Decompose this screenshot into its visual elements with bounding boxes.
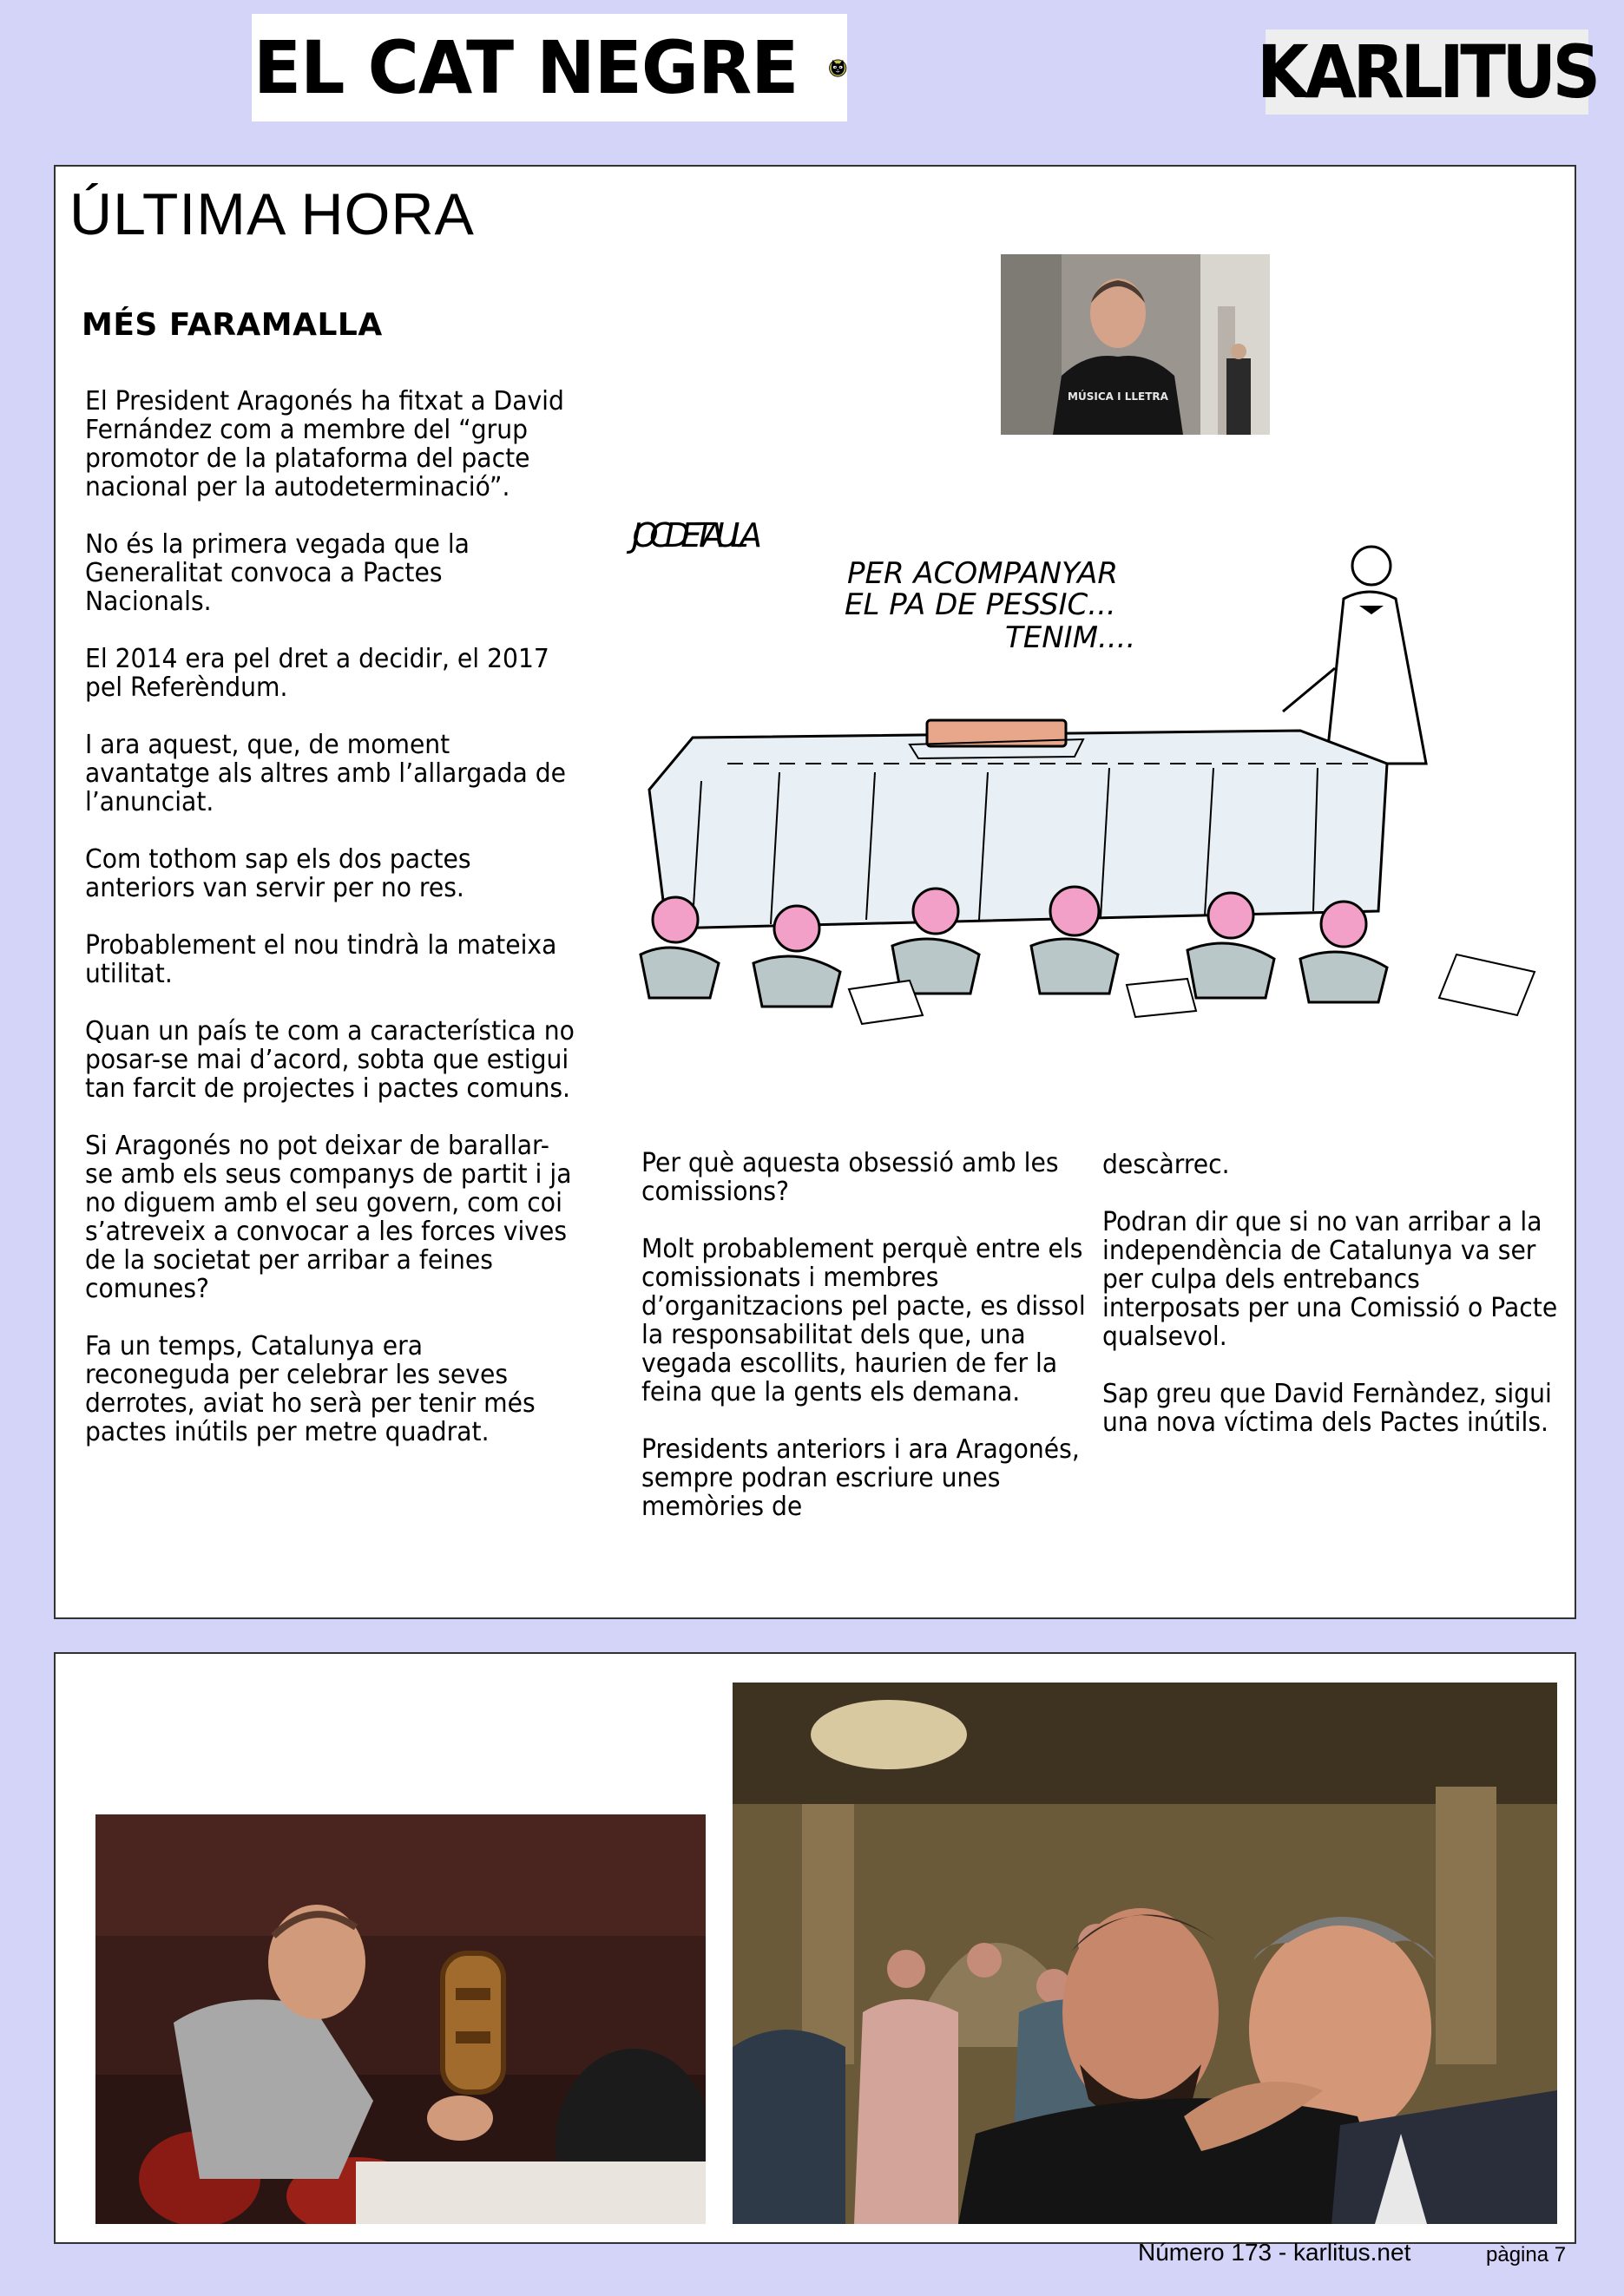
el-cat-negre-logo	[252, 14, 847, 121]
cartoon-speech-3: TENIM....	[1005, 620, 1136, 655]
paragraph: Quan un país te com a característica no posar-se mai d’acord, sobta que estigui tan farcit de projectes i pactes comuns.	[85, 1016, 575, 1104]
footer-page-number: pàgina 7	[1486, 2243, 1567, 2266]
portrait-photo	[1001, 254, 1270, 435]
paragraph: Si Aragonés no pot deixar de barallar-se amb els seus companys de partit i ja no diguem amb el seu govern, com coi s’atreveix a convocar a les forces vives de la societat per arribar a feines comunes?	[85, 1131, 572, 1304]
paragraph: El President Aragonés ha fitxat a David Fernández com a membre del “grup promotor de la plataforma del pacte nacional per la autodeterminació”.	[85, 386, 564, 502]
karlitus-logo	[1257, 30, 1597, 115]
paragraph: I ara aquest, que, de moment avantatge als altres amb l’allargada de l’anunciat.	[85, 730, 566, 817]
paragraph: Molt probablement perquè entre els comissionats i membres d’organitzacions pel pacte, es dissol la responsabilitat dels que, una vegada escollits, haurien de fer la feina que la gents els demana.	[641, 1234, 1086, 1407]
paragraph: Sap greu que David Fernàndez, sigui una nova víctima dels Pactes inútils.	[1102, 1379, 1552, 1438]
cartoon-title: JOC DE TAULA	[632, 516, 762, 554]
paragraph: descàrrec.	[1102, 1150, 1230, 1180]
paragraph: Presidents anteriors i ara Aragonés, sempre podran escriure unes memòries de	[641, 1434, 1080, 1522]
shirt-text: MÚSICA I LLETRA	[1068, 390, 1168, 403]
paragraph: Podran dir que si no van arribar a la independència de Catalunya va ser per culpa dels entrebancs interposats per una Comissió o Pacte qualsevol.	[1102, 1207, 1558, 1352]
article-column-1	[85, 387, 575, 1475]
article-column-3	[1102, 1151, 1561, 1466]
paragraph: No és la primera vegada que la Generalitat convoca a Pactes Nacionals.	[85, 529, 470, 617]
footer-issue: Número 173 - karlitus.net	[1138, 2239, 1411, 2266]
article-column-2	[641, 1149, 1100, 1550]
parliament-speaker-photo	[95, 1814, 706, 2224]
editorial-cartoon	[623, 503, 1562, 1059]
black-cat-icon	[828, 16, 847, 119]
karlitus-logo-text: KARLITUS	[1257, 30, 1597, 115]
article-headline: MÉS FARAMALLA	[82, 307, 383, 343]
parliament-embrace-photo	[733, 1683, 1557, 2224]
paragraph: Com tothom sap els dos pactes anteriors van servir per no res.	[85, 844, 471, 903]
cartoon-speech-2: EL PA DE PESSIC...	[845, 587, 1116, 622]
section-title: ÚLTIMA HORA	[69, 181, 475, 247]
paragraph: Probablement el nou tindrà la mateixa utilitat.	[85, 930, 557, 989]
cat-logo-text: EL CAT NEGRE	[253, 25, 799, 110]
paragraph: Fa un temps, Catalunya era reconeguda per celebrar les seves derrotes, aviat ho serà per tenir més pactes inútils per metre quadrat.	[85, 1331, 536, 1447]
paragraph: Per què aquesta obsessió amb les comissions?	[641, 1148, 1059, 1207]
cartoon-speech-1: PER ACOMPANYAR	[847, 556, 1119, 591]
paragraph: El 2014 era pel dret a decidir, el 2017 pel Referèndum.	[85, 644, 549, 703]
